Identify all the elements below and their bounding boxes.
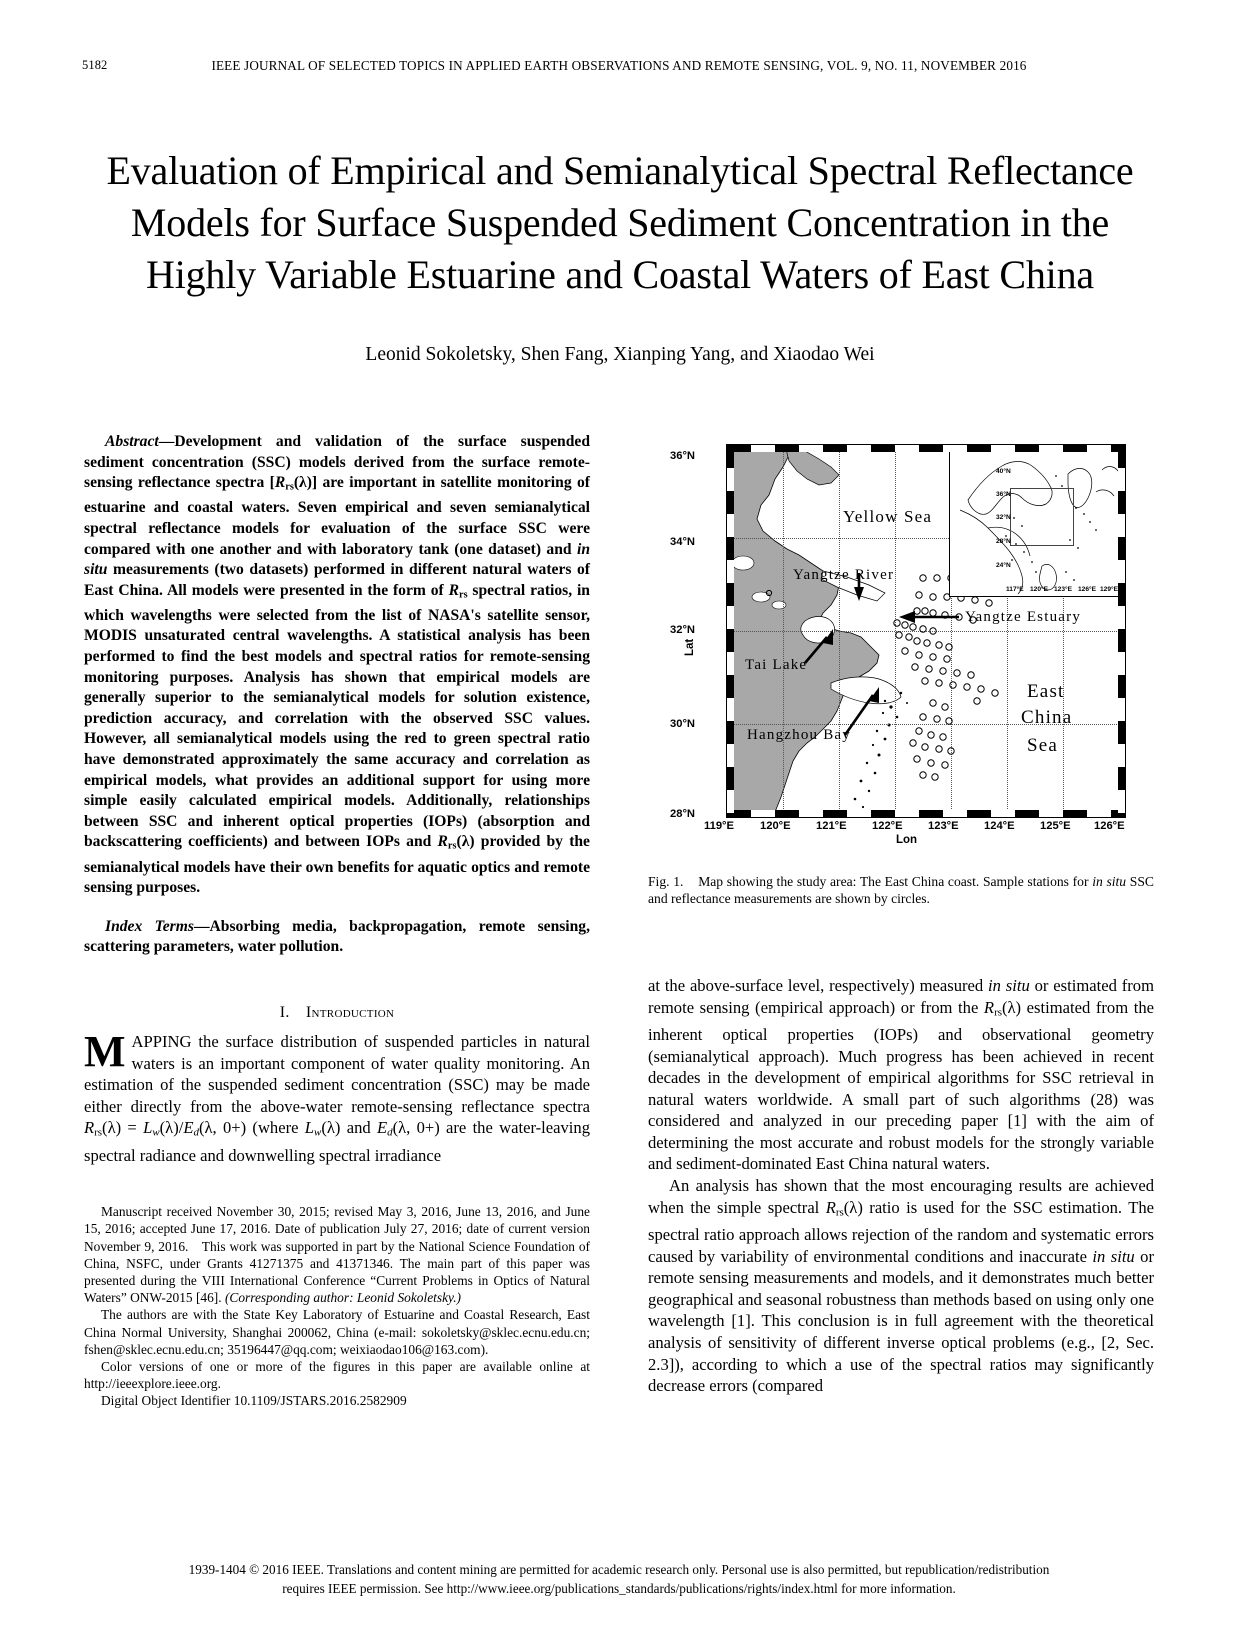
map-ytick-30N: 30°N xyxy=(670,718,695,730)
ed-sub-2: d xyxy=(387,1127,393,1140)
lw-symbol-2: L xyxy=(304,1118,315,1138)
ed-arg-1: (λ, 0+) xyxy=(198,1118,247,1138)
drop-cap: M xyxy=(84,1026,126,1076)
rrs-arg-r1: (λ) xyxy=(1001,997,1022,1017)
map-label-china: China xyxy=(1021,707,1073,728)
copyright-line-2: requires IEEE permission. See http://www.ieee.org/publications_standards/publications/rights/index.html for more information. xyxy=(282,1581,956,1596)
intro-text-a: APPING the surface distribution of suspended particles in natural waters is an important component of water quality monitoring. An estimation of the suspended sediment concentration (SSC) may be made either directly from the above-water remote-sensing reflectance spectra xyxy=(84,1031,590,1116)
map-xtick-125E: 125°E xyxy=(1040,820,1071,832)
footnote-block xyxy=(84,1203,590,1409)
page-number: 5182 xyxy=(82,58,108,72)
abstract-text-3: measurements (two datasets) performed in different natural waters of East China. All models were presented in the form of xyxy=(84,561,590,599)
inset-ytick-28N: 28°N xyxy=(996,538,1011,545)
intro-text-d: are the water-leaving spectral radiance and downwelling spectral irradiance xyxy=(84,1118,591,1165)
right-text-c: estimated from the inherent optical properties (IOPs) and observational geometry (semianalytical approach). Much progress has been achieved in recent decades in the development of empirical algorithms for SSC retrieval in natural waters worldwide. A small part of such algorithms (28) was considered and analyzed in our preceding paper [1] with the aim of determining the most accurate and robust models for the strongly variable and sediment-dominated East China natural waters. xyxy=(648,997,1154,1174)
map-label-yangtze-estuary: Yangtze Estuary xyxy=(965,609,1082,625)
map-xaxis-title: Lon xyxy=(896,834,918,846)
section-heading-introduction: I. Introduction xyxy=(279,1003,395,1021)
intro-text-b: (where xyxy=(246,1118,305,1138)
map-xtick-120E: 120°E xyxy=(760,820,791,832)
inset-ytick-24N: 24°N xyxy=(996,562,1011,569)
abstract-text-5: provided by the semianalytical models have their own benefits for aquatic optics and remote sensing purposes. xyxy=(84,833,590,897)
footnote-manuscript-text: Manuscript received November 30, 2015; revised May 3, 2016, June 13, 2016, and June 15, 2016; accepted June 17, 2016. Date of publication July 27, 2016; date of current version November 9, 2016. This work was supported in part by the National Science Foundation of China, NSFC, under Grants 41271375 and 41371346. The main part of this paper was presented during the VIII International Conference “Current Problems in Optics of Natural Waters” ONW-2015 [46]. xyxy=(84,1204,590,1306)
rrs-eq-intro: (λ) = xyxy=(102,1118,137,1138)
footnote-doi: Digital Object Identifier 10.1109/JSTARS.2016.2582909 xyxy=(101,1393,407,1409)
map-xtick-123E: 123°E xyxy=(928,820,959,832)
inset-xtick-120E: 120°E xyxy=(1030,586,1049,593)
map-xtick-126E: 126°E xyxy=(1094,820,1125,832)
rrs-sub-r2: rs xyxy=(835,1206,844,1219)
abstract-lead: Abstract xyxy=(105,433,159,450)
rrs-symbol-3: R xyxy=(437,833,448,851)
map-ytick-34N: 34°N xyxy=(670,536,695,548)
running-head xyxy=(82,58,1156,76)
map-label-yangtze-river: Yangtze River xyxy=(793,567,895,583)
right-text-a: at the above-surface level, respectively) measured xyxy=(648,976,989,995)
right-paragraph-1 xyxy=(648,975,1154,1175)
abstract-text-4: spectral ratios, in which wavelengths were selected from the list of NASA's satellite sensor, MODIS unsaturated central wavelengths. A statistical analysis has been performed to find the best models and spectral ratios for remote-sensing monitoring purposes. Analysis has shown that empirical models are generally superior to the semianalytical models for solution existence, prediction accuracy, and correlation with the observed SSC values. However, all semianalytical models using the red to green spectral ratio have demonstrated approximately the same accuracy and correlation as empirical models, what provides an additional support for using more simple easily calculated empirical models. Additionally, relationships between SSC and inherent optical properties (IOPs) (absorption and backscattering coefficients) and between IOPs and xyxy=(84,581,590,851)
index-terms-text: —Absorbing media, backpropagation, remote sensing, scattering parameters, water pollution. xyxy=(84,917,591,956)
map-xtick-124E: 124°E xyxy=(984,820,1015,832)
rrs-sub-intro: rs xyxy=(94,1127,103,1140)
rrs-arg-r2: (λ) xyxy=(843,1197,863,1217)
lw-sub-1: w xyxy=(152,1127,160,1140)
rrs-lambda-3: (λ) xyxy=(456,833,475,851)
inset-locator-map xyxy=(949,447,1123,597)
map-label-tai-lake: Tai Lake xyxy=(745,657,808,673)
figure-caption-text-a: Map showing the study area: The East China coast. Sample stations for xyxy=(698,874,1093,889)
rrs-symbol-1: R xyxy=(274,474,286,492)
intro-paragraph-1 xyxy=(84,1026,591,1166)
right-insitu-2: in situ xyxy=(1092,1246,1135,1266)
index-terms-lead: Index Terms xyxy=(105,917,194,935)
inset-ytick-40N: 40°N xyxy=(996,468,1011,475)
abstract-text-1: —Development and validation of the surface suspended sediment concentration (SSC) models derived from the surface remote-sensing reflectance spectra [ xyxy=(84,433,590,492)
map-label-east: East xyxy=(1027,681,1065,702)
rrs-sub-r1: rs xyxy=(994,1006,1002,1019)
figure-caption-text-b: SSC and reflectance measurements are shown by circles. xyxy=(648,874,1154,907)
figure-caption xyxy=(648,873,1154,908)
rrs-sub-1: rs xyxy=(285,481,294,493)
inset-xtick-129E: 129°E xyxy=(1100,586,1119,593)
map-ytick-32N: 32°N xyxy=(670,624,695,636)
map-xtick-119E: 119°E xyxy=(704,820,734,832)
lw-sub-2: w xyxy=(314,1127,322,1140)
abstract-text-2: are important in satellite monitoring of estuarine and coastal waters. Seven empirical and seven semianalytical spectral reflectance models for evaluation of the surface SSC were compared with one another and with laboratory tank (one dataset) and xyxy=(84,474,590,558)
map-ytick-28N: 28°N xyxy=(670,808,695,820)
rrs-symbol-r2: R xyxy=(825,1197,836,1217)
ed-symbol-1: E xyxy=(183,1118,194,1138)
right-text-b: or estimated from remote sensing (empirical approach) or from the xyxy=(648,976,1154,1017)
journal-title: IEEE JOURNAL OF SELECTED TOPICS IN APPLIED EARTH OBSERVATIONS AND REMOTE SENSING, VOL. 9, NO. 11, NOVEMBER 2016 xyxy=(211,58,1027,73)
figure-caption-italic: in situ xyxy=(1092,874,1127,889)
map-frame-left-ticks xyxy=(727,445,734,817)
right-paragraph-2 xyxy=(648,1175,1154,1397)
abstract-paragraph xyxy=(84,432,590,899)
rrs-symbol-intro: R xyxy=(84,1118,95,1138)
copyright-footer xyxy=(82,1560,1156,1598)
author-list: Leonid Sokoletsky, Shen Fang, Xianping Yang, and Xiaodao Wei xyxy=(365,344,875,365)
index-terms-paragraph xyxy=(84,917,590,958)
abstract-insitu: in situ xyxy=(84,540,590,579)
map-plot-area xyxy=(726,444,1126,818)
map-yaxis-title: Lat xyxy=(684,638,696,656)
map-frame-bottom-ticks xyxy=(727,810,1125,817)
copyright-line-1: 1939-1404 © 2016 IEEE. Translations and content mining are permitted for academic research only. Personal use is also permitted, but republication/redistribution xyxy=(188,1562,1050,1577)
rrs-sub-3: rs xyxy=(447,840,457,852)
lw-arg-2: (λ) xyxy=(321,1118,341,1138)
right-column xyxy=(648,975,1154,1397)
inset-xtick-126E: 126°E xyxy=(1078,586,1097,593)
ed-arg-2: (λ, 0+) xyxy=(392,1118,440,1138)
map-label-hangzhou-bay: Hangzhou Bay xyxy=(747,727,851,743)
map-frame-top-ticks xyxy=(727,445,1125,452)
map-xtick-122E: 122°E xyxy=(872,820,903,832)
footnote-affiliation: The authors are with the State Key Laboratory of Estuarine and Coastal Research, East China Normal University, Shanghai 200062, China (e-mail: sokoletsky@sklec.ecnu.edu.cn; fshen@sklec.ecnu.edu.cn; 35196447@qq.com; weixiaodao106@163.com). xyxy=(84,1307,590,1357)
map-frame-right-ticks xyxy=(1118,445,1125,817)
rrs-sub-2: rs xyxy=(459,589,468,601)
rrs-arg-1: (λ)] xyxy=(293,474,318,492)
footnote-manuscript xyxy=(84,1203,590,1306)
map-graphic xyxy=(670,428,1140,856)
footnote-divider xyxy=(84,1182,264,1183)
inset-xtick-123E: 123°E xyxy=(1054,586,1073,593)
footnote-corresponding-author: (Corresponding author: Leonid Sokoletsky.) xyxy=(224,1290,462,1306)
rrs-symbol-r1: R xyxy=(983,997,995,1017)
inset-ytick-36N: 36°N xyxy=(996,491,1011,498)
right-p2-c: or remote sensing measurements and models, and it demonstrates much better geographical and seasonal robustness than methods based on using only one wavelength [1]. This conclusion is in full agreement with the theoretical analysis of sensitivity of different inverse optical problems (e.g., [2, Sec. 2.3]), according to which a use of the spectral ratios may significantly decrease errors (compared xyxy=(648,1246,1155,1396)
inset-study-area-box xyxy=(1010,488,1074,546)
lw-arg-1: (λ)/ xyxy=(159,1118,184,1138)
intro-text-c: and xyxy=(340,1118,377,1138)
left-column xyxy=(84,432,590,1410)
map-ytick-36N: 36°N xyxy=(670,450,695,462)
ed-sub-1: d xyxy=(193,1127,199,1140)
paper-title: Evaluation of Empirical and Semianalytical Spectral Reflectance Models for Surface Suspended Sediment Concentration in the Highly Variable Estuarine and Coastal Waters of East China xyxy=(106,147,1134,297)
footnote-color-versions: Color versions of one or more of the figures in this paper are available online at http://ieeexplore.ieee.org. xyxy=(84,1359,590,1392)
figure-caption-label: Fig. 1. xyxy=(648,874,684,889)
right-insitu-1: in situ xyxy=(988,976,1030,995)
map-label-yellow-sea: Yellow Sea xyxy=(843,507,933,526)
rrs-symbol-2: R xyxy=(448,581,459,599)
right-p2-b: ratio is used for the SSC estimation. The spectral ratio approach allows rejection of the random and systematic errors caused by variability of environmental conditions and inaccurate xyxy=(648,1197,1154,1266)
right-p2-a: An analysis has shown that the most encouraging results are achieved when the simple spectral xyxy=(648,1176,1154,1217)
lw-symbol-1: L xyxy=(143,1118,153,1138)
figure-1 xyxy=(648,428,1154,908)
inset-xtick-117E: 117°E xyxy=(1006,586,1024,593)
inset-ytick-32N: 32°N xyxy=(996,514,1011,521)
ed-symbol-2: E xyxy=(376,1118,388,1138)
map-xtick-121E: 121°E xyxy=(816,820,847,832)
map-label-sea: Sea xyxy=(1027,735,1059,756)
